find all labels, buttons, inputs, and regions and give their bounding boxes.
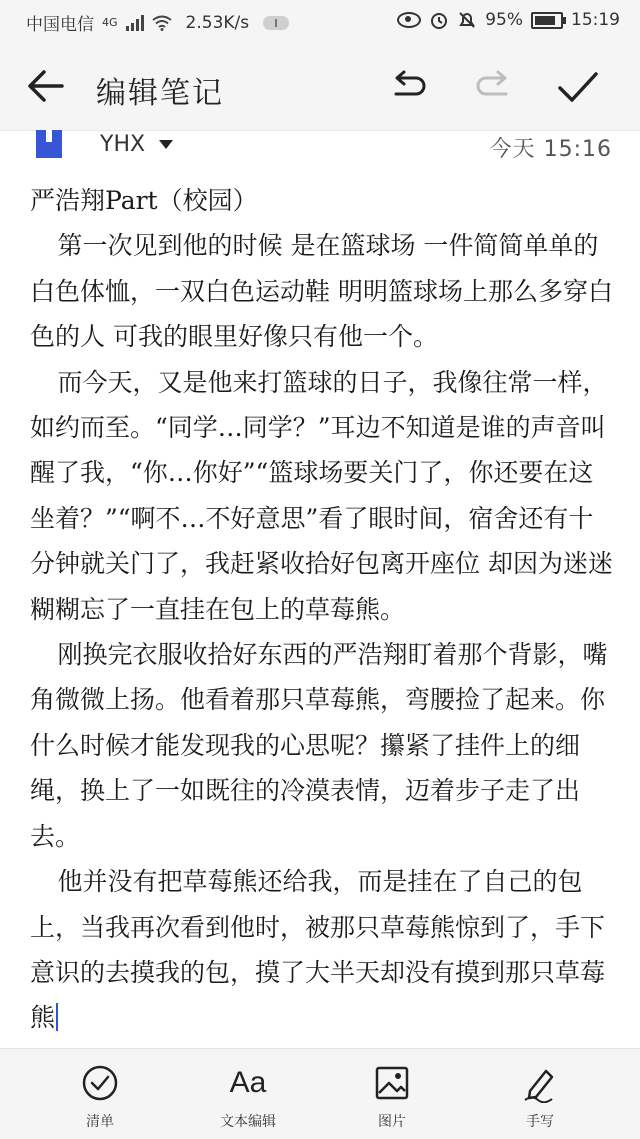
checklist-label: 清单 [86, 1114, 114, 1130]
folder-name: YHX [100, 132, 146, 157]
checklist-button[interactable] [40, 1063, 160, 1139]
clock: 15:19 [571, 10, 620, 30]
note-meta [0, 130, 640, 174]
back-button[interactable] [22, 62, 70, 110]
undo-icon [384, 62, 432, 110]
note-paragraph-text: 他并没有把草莓熊还给我，而是挂在了自己的包上，当我再次看到他时，被那只草莓熊惊到了，手下意识的去摸我的包，摸了大半天却没有摸到那只草莓熊 [30, 867, 606, 1033]
undo-button[interactable] [384, 62, 432, 110]
network-type: 4G [102, 16, 118, 29]
image-label: 图片 [378, 1114, 406, 1130]
wifi-icon [152, 15, 172, 31]
handwriting-icon [520, 1063, 560, 1103]
battery-icon [531, 12, 563, 29]
bookmark-icon [36, 130, 62, 158]
handwriting-button[interactable] [480, 1063, 600, 1139]
note-paragraph: 第一次见到他的时候 是在篮球场 一件简简单单的白色体恤，一双白色运动鞋 明明篮球场上那么多穿白色的人 可我的眼里好像只有他一个。 [30, 231, 613, 352]
folder-select[interactable] [100, 132, 173, 157]
page-title: 编辑笔记 [96, 76, 224, 111]
handwriting-label: 手写 [526, 1114, 554, 1130]
carrier-label: 中国电信 [26, 15, 94, 35]
battery-percent: 95% [485, 10, 523, 30]
text-cursor [56, 1003, 58, 1031]
note-date: 今天 15:16 [489, 137, 612, 162]
text-format-icon: Aa [229, 1066, 267, 1099]
done-button[interactable] [552, 62, 604, 110]
checklist-icon [80, 1063, 120, 1103]
image-icon [372, 1063, 412, 1103]
signal-icon [126, 15, 144, 31]
text-format-label: 文本编辑 [220, 1114, 276, 1130]
note-paragraph-last [30, 859, 614, 1041]
note-editor[interactable] [30, 178, 614, 1038]
note-paragraph: 刚换完衣服收拾好东西的严浩翔盯着那个背影，嘴角微微上扬。他看着那只草莓熊，弯腰捡了起来。你什么时候才能发现我的心思呢？攥紧了挂件上的细绳，换上了一如既往的冷漠表情，迈着步子走了出去。 [30, 640, 608, 851]
dropdown-caret-icon [159, 140, 173, 149]
back-arrow-icon [22, 62, 70, 110]
notification-pill-icon [263, 16, 289, 30]
network-speed: 2.53K/s [185, 12, 250, 33]
text-format-button[interactable] [188, 1063, 308, 1139]
image-button[interactable] [332, 1063, 452, 1139]
alarm-icon [429, 10, 449, 30]
check-icon [552, 62, 604, 110]
status-bar [0, 0, 640, 44]
redo-button[interactable] [470, 62, 518, 110]
note-paragraph: 而今天，又是他来打篮球的日子，我像往常一样，如约而至。“同学…同学？”耳边不知道是谁的声音叫醒了我，“你…你好”“篮球场要关门了，你还要在这坐着？”“啊不…不好意思”看了眼时间，宿舍还有十分钟就关门了，我赶紧收拾好包离开座位 却因为迷迷糊糊忘了一直挂在包上的草莓熊。 [30, 367, 613, 624]
mute-bell-icon [457, 10, 477, 30]
bottom-toolbar [0, 1048, 640, 1139]
app-header [0, 44, 640, 131]
note-title: 严浩翔Part（校园） [30, 186, 258, 215]
redo-icon [470, 62, 518, 110]
eye-comfort-icon [397, 12, 421, 28]
